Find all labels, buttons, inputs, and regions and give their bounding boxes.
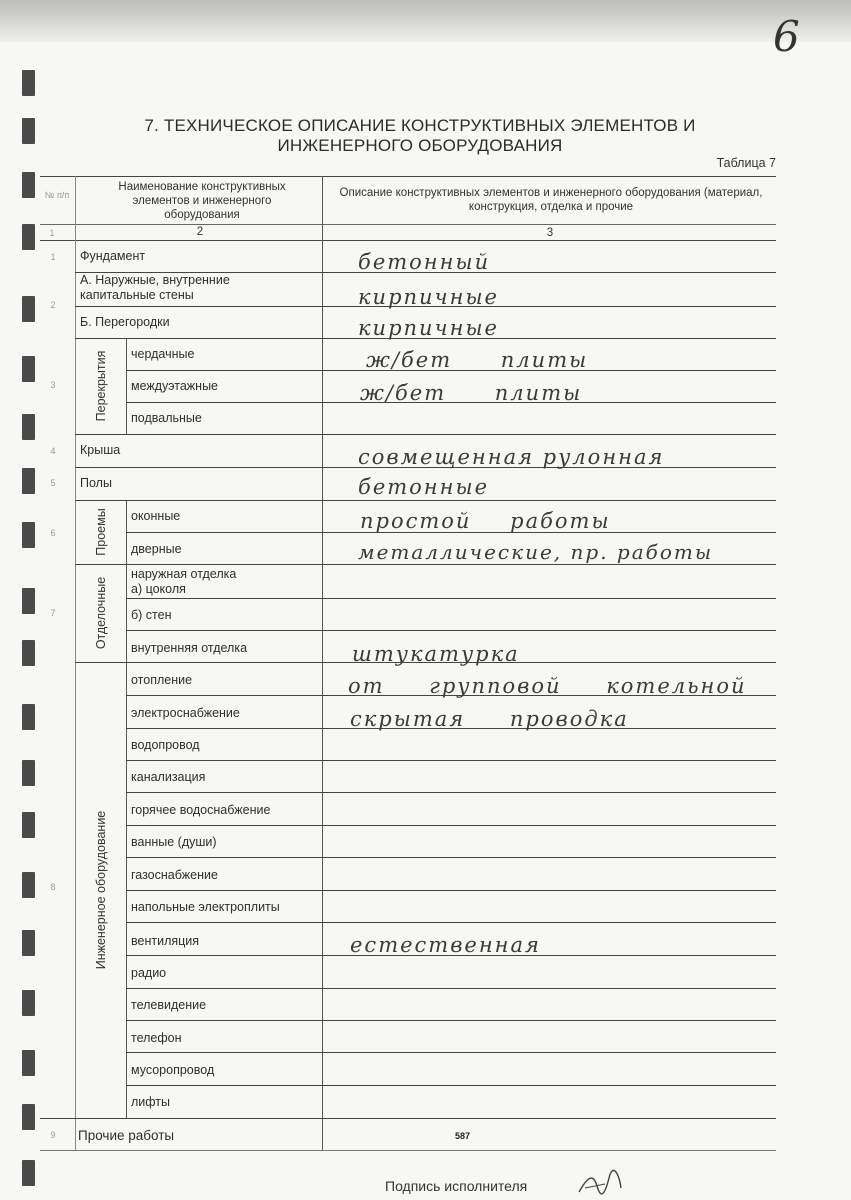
row-label-basement: подвальные — [131, 411, 202, 425]
row-label-hot-water: горячее водоснабжение — [131, 803, 271, 817]
handwritten-value-heating: от групповой котельной — [348, 674, 747, 698]
row-label-radio: радио — [131, 966, 167, 980]
handwritten-value-attic: ж/бет плиты — [366, 348, 589, 372]
row-number: 5 — [50, 478, 56, 488]
row-label-walls-finish: б) стен — [131, 608, 172, 622]
row-label-walls: А. Наружные, внутренние капитальные стены — [80, 273, 230, 302]
row-label-electric-stoves: напольные электроплиты — [131, 900, 280, 914]
header-num-1: 1 — [49, 228, 55, 238]
row-label-heating: отопление — [131, 673, 193, 687]
row-label-ventilation: вентиляция — [131, 934, 200, 948]
row-label-doors: дверные — [131, 542, 182, 556]
row-label-gas: газоснабжение — [131, 868, 218, 882]
row-number: 2 — [50, 300, 56, 310]
row-label-floors: Полы — [80, 476, 112, 490]
row-label-interfloor: междуэтажные — [131, 379, 219, 393]
row-label-sewerage: канализация — [131, 770, 206, 784]
row-label-interior-finish: внутренняя отделка — [131, 641, 248, 655]
row-label-roof: Крыша — [80, 443, 121, 457]
title-line-1: 7. ТЕХНИЧЕСКОЕ ОПИСАНИЕ КОНСТРУКТИВНЫХ ЭЛЕМЕНТОВ И — [144, 116, 696, 135]
row-label-attic: чердачные — [131, 347, 195, 361]
row-label-phone: телефон — [131, 1031, 182, 1045]
group-label-finishing: Отделочные — [94, 576, 108, 650]
row-label-exterior-finish: наружная отделка а) цоколя — [131, 567, 237, 596]
header-num-3: 3 — [546, 227, 554, 239]
handwritten-value-roof: совмещенная рулонная — [358, 445, 665, 469]
handwritten-value-foundation: бетонный — [358, 250, 491, 274]
row-number: 6 — [50, 528, 56, 538]
handwritten-value-windows: простой работы — [360, 509, 611, 533]
signature-label: Подпись исполнителя — [385, 1178, 528, 1194]
header-col-name: Наименование конструктивных элементов и инженерного оборудования — [118, 181, 286, 221]
title-line-2: ИНЖЕНЕРНОГО ОБОРУДОВАНИЯ — [277, 136, 563, 155]
handwritten-value-interior-finish: штукатурка — [352, 642, 520, 666]
row-number: 8 — [50, 882, 56, 892]
row-number: 7 — [50, 608, 56, 618]
row-label-windows: оконные — [131, 509, 181, 523]
header-num-2: 2 — [196, 226, 204, 238]
header-col-description: Описание конструктивных элементов и инженерного оборудования (материал, конструкция, отделка и прочие — [339, 187, 763, 213]
row-number: 4 — [50, 446, 56, 456]
signature-scrawl-icon — [575, 1168, 625, 1198]
handwritten-value-doors: металлические, пр. работы — [358, 540, 714, 564]
row-number: 1 — [50, 252, 56, 262]
scan-top-band — [0, 0, 851, 42]
handwritten-page-number: 6 — [773, 12, 800, 61]
row-label-tv: телевидение — [131, 998, 207, 1012]
handwritten-value-interfloor: ж/бет плиты — [360, 381, 583, 405]
row-label-water: водопровод — [131, 738, 200, 752]
sheet-number: 587 — [455, 1131, 471, 1141]
row-number: 3 — [50, 380, 56, 390]
row-label-garbage-chute: мусоропровод — [131, 1063, 215, 1077]
table-label: Таблица 7 — [716, 156, 776, 170]
handwritten-value-ventilation: естественная — [350, 933, 541, 957]
row-label-other-works: Прочие работы — [78, 1128, 175, 1143]
header-col-number: № п/п — [44, 190, 70, 200]
row-number: 9 — [50, 1130, 56, 1140]
row-label-electricity: электроснабжение — [131, 706, 240, 720]
row-label-foundation: Фундамент — [80, 249, 146, 263]
page-title — [100, 116, 740, 156]
group-label-floors: Перекрытия — [94, 350, 108, 422]
group-label-openings: Проемы — [94, 508, 108, 556]
handwritten-value-floors: бетонные — [358, 475, 489, 499]
handwritten-value-walls: кирпичные — [358, 285, 499, 309]
handwritten-value-partitions: кирпичные — [358, 316, 499, 340]
group-label-engineering: Инженерное оборудование — [94, 810, 108, 970]
row-label-elevators: лифты — [131, 1095, 170, 1109]
handwritten-value-electricity: скрытая проводка — [350, 707, 629, 731]
row-label-partitions: Б. Перегородки — [80, 315, 170, 329]
row-label-bathrooms: ванные (души) — [131, 835, 217, 849]
